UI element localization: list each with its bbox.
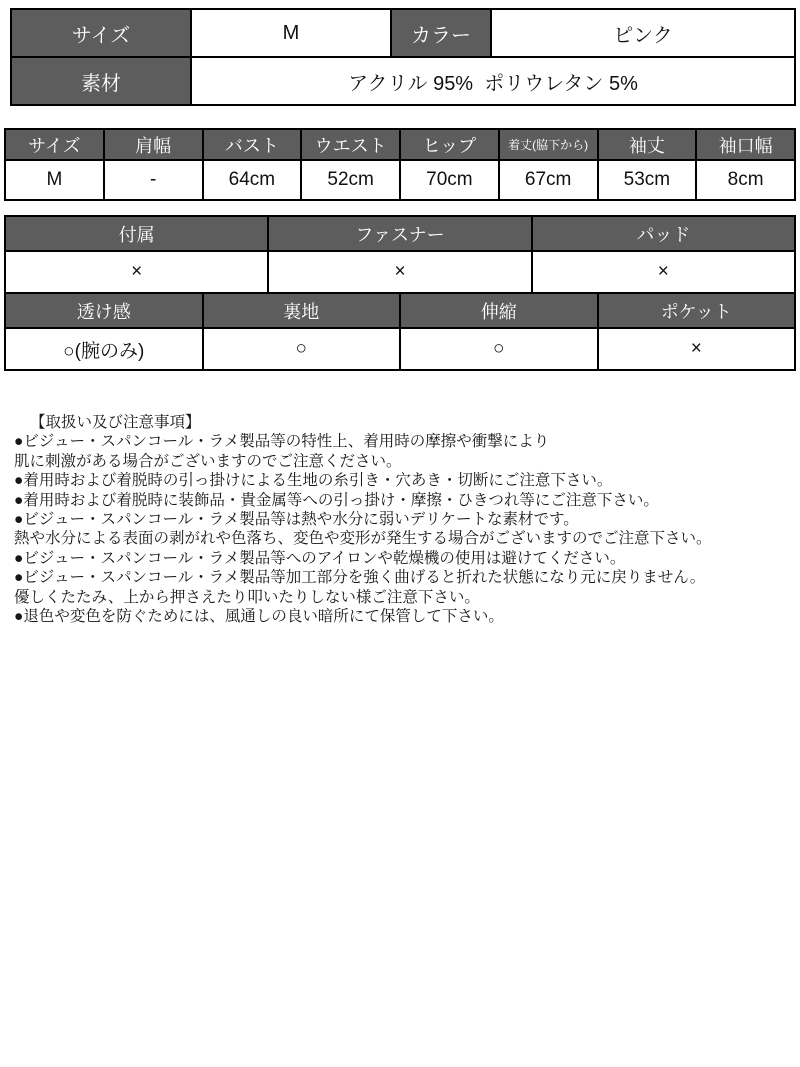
size-value: M — [191, 9, 391, 57]
features-b-header-row — [5, 293, 795, 328]
feat-header-sheer: 透け感 — [5, 293, 203, 328]
care-note-line: ●着用時および着脱時に装飾品・貴金属等への引っ掛け・摩擦・ひきつれ等にご注意下さい。 — [14, 491, 659, 509]
feat-header-lining: 裏地 — [203, 293, 401, 328]
size-label: サイズ — [11, 9, 191, 57]
meas-value-waist: 52cm — [301, 160, 400, 200]
feat-header-pad: パッド — [532, 216, 795, 251]
meas-value-sleeve: 53cm — [598, 160, 697, 200]
material-value: アクリル 95% ポリウレタン 5% — [191, 57, 795, 105]
meas-header-hip: ヒップ — [400, 129, 499, 160]
feat-value-fastener: × — [268, 251, 531, 293]
summary-row-material — [11, 57, 795, 105]
care-note-line: ●ビジュー・スパンコール・ラメ製品等加工部分を強く曲げると折れた状態になり元に戻りません。 — [14, 569, 706, 587]
feat-header-accessory: 付属 — [5, 216, 268, 251]
summary-row-size-color — [11, 9, 795, 57]
care-notes-title: 【取扱い及び注意事項】 — [30, 414, 201, 431]
feat-header-fastener: ファスナー — [268, 216, 531, 251]
material-label: 素材 — [11, 57, 191, 105]
color-label: カラー — [391, 9, 491, 57]
features-table-accessories — [4, 215, 796, 294]
meas-value-size: M — [5, 160, 104, 200]
feat-value-sheer: ○(腕のみ) — [5, 328, 203, 370]
meas-value-cuff: 8cm — [696, 160, 795, 200]
care-note-line: ●着用時および着脱時の引っ掛けによる生地の糸引き・穴あき・切断にご注意下さい。 — [14, 472, 613, 490]
measurements-header-row — [5, 129, 795, 160]
feat-header-pocket: ポケット — [598, 293, 796, 328]
meas-value-hip: 70cm — [400, 160, 499, 200]
meas-header-size: サイズ — [5, 129, 104, 160]
meas-header-length: 着丈(脇下から) — [499, 129, 598, 160]
care-note-line: ●退色や変色を防ぐためには、風通しの良い暗所にて保管して下さい。 — [14, 608, 504, 626]
color-value: ピンク — [491, 9, 795, 57]
features-a-header-row — [5, 216, 795, 251]
meas-header-bust: バスト — [203, 129, 302, 160]
care-notes — [0, 413, 800, 626]
feat-value-pad: × — [532, 251, 795, 293]
feat-value-pocket: × — [598, 328, 796, 370]
meas-value-shoulder: - — [104, 160, 203, 200]
care-note-line: ●ビジュー・スパンコール・ラメ製品等の特性上、着用時の摩擦や衝撃により — [14, 433, 550, 451]
care-note-line: ●ビジュー・スパンコール・ラメ製品等は熱や水分に弱いデリケートな素材です。 — [14, 511, 579, 529]
features-b-value-row — [5, 328, 795, 370]
product-summary-table — [10, 8, 796, 106]
care-note-line: 肌に刺激がある場合がございますのでご注意ください。 — [14, 452, 402, 470]
measurements-table — [4, 128, 796, 201]
feat-value-lining: ○ — [203, 328, 401, 370]
care-note-line: 熱や水分による表面の剥がれや色落ち、変色や変形が発生する場合がございますのでご注意下さい。 — [14, 530, 712, 548]
measurements-value-row — [5, 160, 795, 200]
care-note-line: 優しくたたみ、上から押さえたり叩いたりしない様ご注意下さい。 — [14, 588, 480, 606]
meas-header-waist: ウエスト — [301, 129, 400, 160]
care-note-line: ●ビジュー・スパンコール・ラメ製品等へのアイロンや乾燥機の使用は避けてください。 — [14, 549, 626, 567]
meas-value-length: 67cm — [499, 160, 598, 200]
meas-value-bust: 64cm — [203, 160, 302, 200]
features-table-fabric — [4, 292, 796, 371]
feat-value-accessory: × — [5, 251, 268, 293]
feat-value-stretch: ○ — [400, 328, 598, 370]
features-a-value-row — [5, 251, 795, 293]
meas-header-shoulder: 肩幅 — [104, 129, 203, 160]
meas-header-cuff: 袖口幅 — [696, 129, 795, 160]
meas-header-sleeve: 袖丈 — [598, 129, 697, 160]
feat-header-stretch: 伸縮 — [400, 293, 598, 328]
